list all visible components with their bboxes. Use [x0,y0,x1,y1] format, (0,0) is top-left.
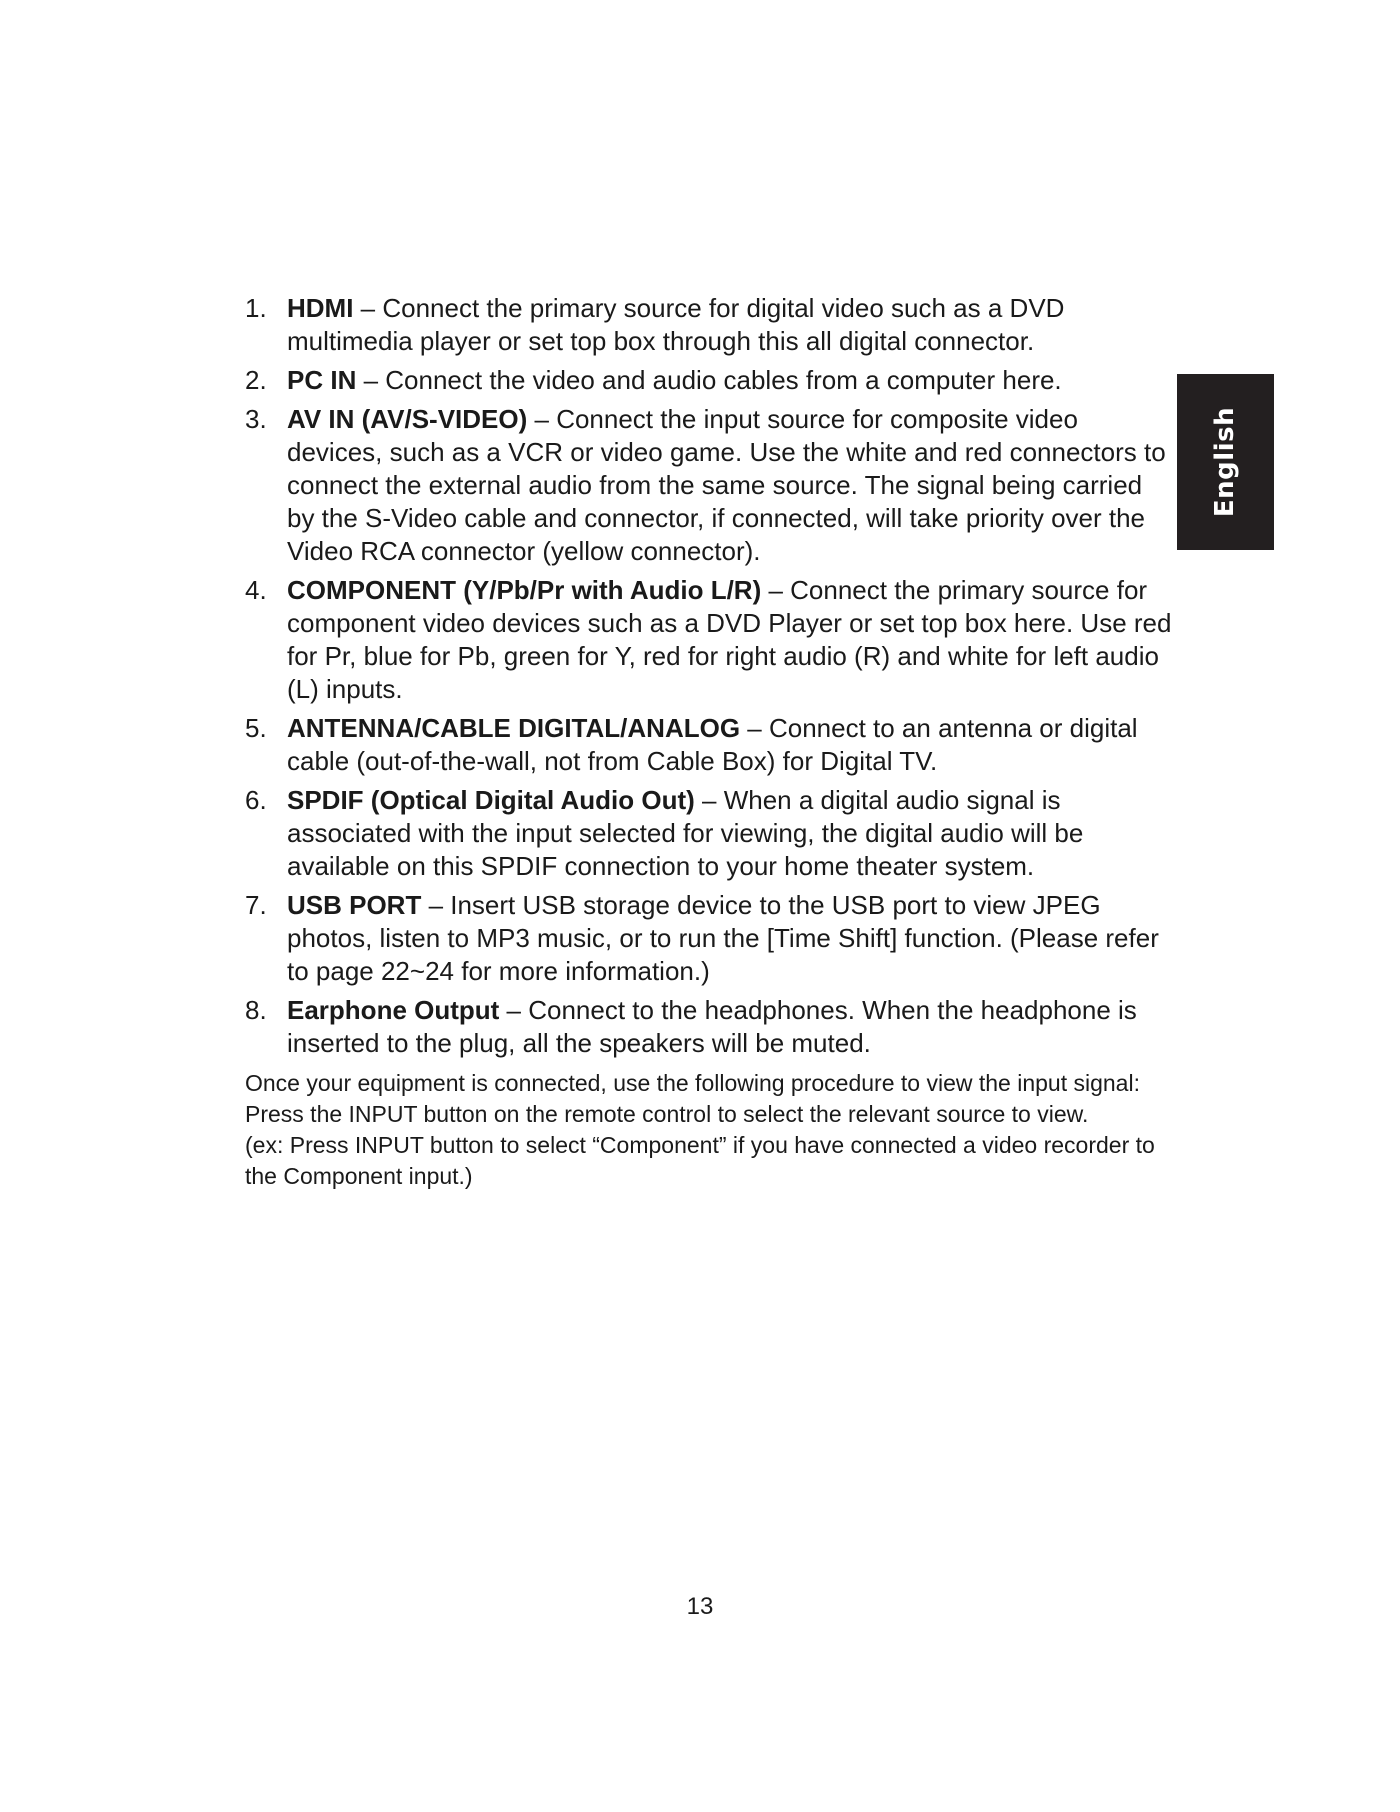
list-item [245,889,1175,988]
note-line: Press the INPUT button on the remote control to select the relevant source to view. [245,1101,1089,1127]
item-description: – Connect the primary source for component video devices such as a DVD Player or set top box here. Use red for Pr, blue for Pb, green for Y, red for right audio (R) and white for left audio (L) inputs. [287,575,1172,704]
item-description: – Connect to the headphones. When the headphone is inserted to the plug, all the speakers will be muted. [287,995,1137,1058]
item-term: SPDIF (Optical Digital Audio Out) [287,785,695,815]
connector-list [245,292,1175,1060]
item-number: 5. [245,713,267,743]
item-description: – When a digital audio signal is associated with the input selected for viewing, the digital audio will be available on this SPDIF connection to your home theater system. [287,785,1084,881]
item-term: USB PORT [287,890,422,920]
list-item [245,712,1175,778]
item-description: – Connect to an antenna or digital cable (out-of-the-wall, not from Cable Box) for Digital TV. [287,713,1138,776]
item-term: PC IN [287,365,357,395]
item-number: 6. [245,785,267,815]
list-item [245,994,1175,1060]
language-tab [1177,374,1274,550]
item-term: HDMI [287,293,354,323]
item-number: 8. [245,995,267,1025]
item-term: AV IN (AV/S-VIDEO) [287,404,528,434]
item-description: – Connect the video and audio cables from a computer here. [356,365,1062,395]
item-term: COMPONENT (Y/Pb/Pr with Audio L/R) [287,575,762,605]
connection-description [245,292,1175,1192]
item-description: – Insert USB storage device to the USB port to view JPEG photos, listen to MP3 music, or to run the [Time Shift] function. (Please refer to page 22~24 for more information.) [287,890,1159,986]
note-line: (ex: Press INPUT button to select “Component” if you have connected a video recorder to the Component input.) [245,1132,1155,1189]
item-number: 2. [245,365,267,395]
item-number: 1. [245,293,267,323]
list-item [245,292,1175,358]
item-term: Earphone Output [287,995,500,1025]
item-description: – Connect the input source for composite video devices, such as a VCR or video game. Use the white and red connectors to connect the external audio from the same source. The signal being carried by the S-Video cable and connector, if connected, will take priority over the Video RCA connector (yellow connector). [287,404,1166,566]
language-tab-label: English [1210,406,1240,518]
item-number: 3. [245,404,267,434]
page-number: 13 [686,1593,714,1620]
list-item [245,403,1175,568]
note-line: Once your equipment is connected, use the following procedure to view the input signal: [245,1070,1140,1096]
item-number: 7. [245,890,267,920]
list-item [245,574,1175,706]
item-description: – Connect the primary source for digital video such as a DVD multimedia player or set top box through this all digital connector. [287,293,1065,356]
list-item [245,784,1175,883]
input-procedure-note [245,1068,1175,1192]
item-term: ANTENNA/CABLE DIGITAL/ANALOG [287,713,741,743]
list-item [245,364,1175,397]
item-number: 4. [245,575,267,605]
